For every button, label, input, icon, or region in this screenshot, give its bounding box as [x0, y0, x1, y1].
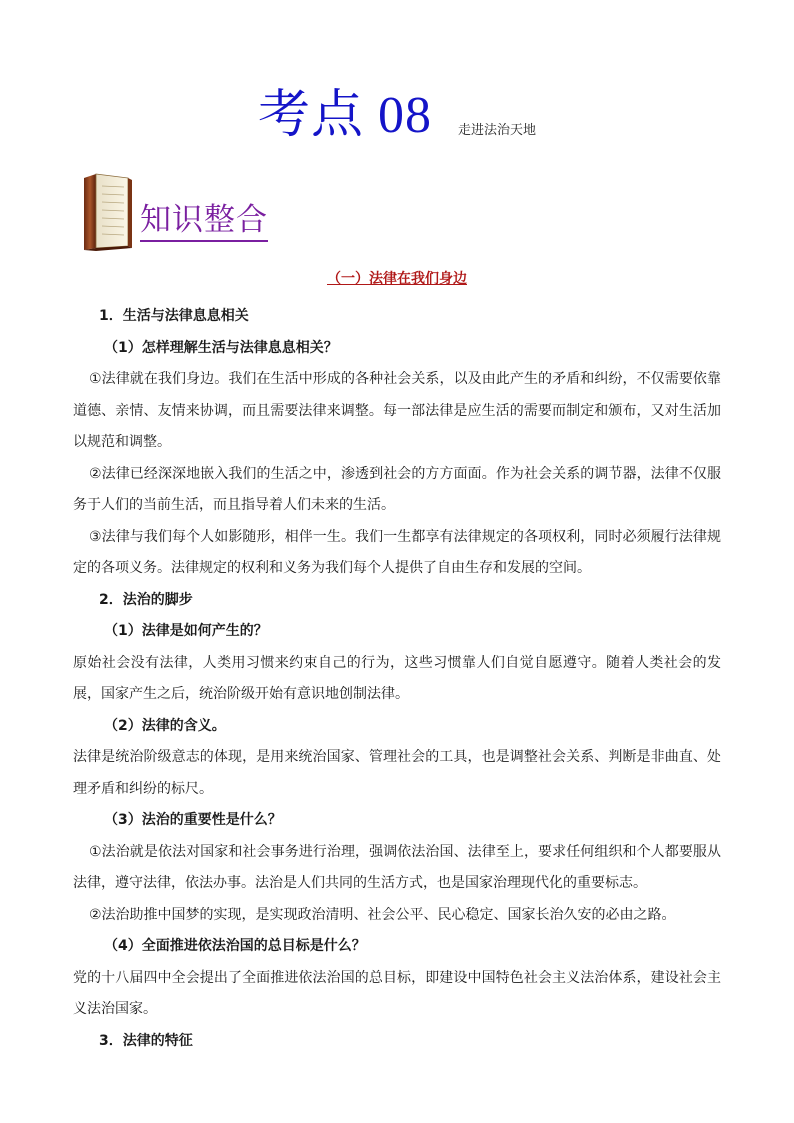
- body-paragraph: ①法治就是依法对国家和社会事务进行治理，强调依法治国、法律至上，要求任何组织和个人都要服从法律，遵守法律，依法办事。法治是人们共同的生活方式，也是国家治理现代化的重要标志。: [73, 843, 721, 891]
- page-title: 考点 08: [257, 87, 432, 144]
- body-paragraph: 法律是统治阶级意志的体现，是用来统治国家、管理社会的工具，也是调整社会关系、判断是非曲直、处理矛盾和纠纷的标尺。: [73, 749, 721, 797]
- body-paragraph: ②法治助推中国梦的实现，是实现政治清明、社会公平、民心稳定、国家长治久安的必由之路。: [89, 906, 676, 923]
- page-header: [0, 86, 794, 146]
- content-body: [73, 301, 721, 1057]
- page-subtitle: 走进法治天地: [458, 123, 537, 138]
- body-paragraph: ①法律就在我们身边。我们在生活中形成的各种社会关系，以及由此产生的矛盾和纠纷，不仅需要依靠道德、亲情、友情来协调，而且需要法律来调整。每一部法律是应生活的需要而制定和颁布，又对生活加以规范和调整。: [73, 371, 721, 450]
- topic-heading: 2．法治的脚步: [99, 591, 193, 608]
- question-heading: （1）法律是如何产生的？: [104, 623, 268, 639]
- book-icon: [80, 172, 134, 252]
- body-paragraph: 党的十八届四中全会提出了全面推进依法治国的总目标，即建设中国特色社会主义法治体系，建设社会主义法治国家。: [73, 969, 721, 1017]
- topic-heading: 3．法律的特征: [99, 1032, 193, 1049]
- question-heading: （1）怎样理解生活与法律息息相关？: [104, 339, 338, 356]
- body-paragraph: ②法律已经深深地嵌入我们的生活之中，渗透到社会的方方面面。作为社会关系的调节器，法律不仅服务于人们的当前生活，而且指导着人们未来的生活。: [73, 465, 721, 513]
- topic-heading: 1．生活与法律息息相关: [99, 308, 249, 324]
- question-heading: （2）法律的含义。: [104, 717, 226, 734]
- section-heading: [0, 268, 794, 290]
- question-heading: （4）全面推进依法治国的总目标是什么？: [104, 938, 366, 954]
- question-heading: （3）法治的重要性是什么？: [104, 812, 282, 828]
- body-paragraph: ③法律与我们每个人如影随形，相伴一生。我们一生都享有法律规定的各项权利，同时必须履行法律规定的各项义务。法律规定的权利和义务为我们每个人提供了自由生存和发展的空间。: [73, 528, 721, 576]
- body-paragraph: 原始社会没有法律，人类用习惯来约束自己的行为，这些习惯靠人们自觉自愿遵守。随着人类社会的发展，国家产生之后，统治阶级开始有意识地创制法律。: [73, 654, 721, 702]
- knowledge-banner-label: 知识整合: [140, 200, 268, 242]
- section-heading-text: （一）法律在我们身边: [327, 271, 467, 287]
- knowledge-banner: [80, 172, 280, 254]
